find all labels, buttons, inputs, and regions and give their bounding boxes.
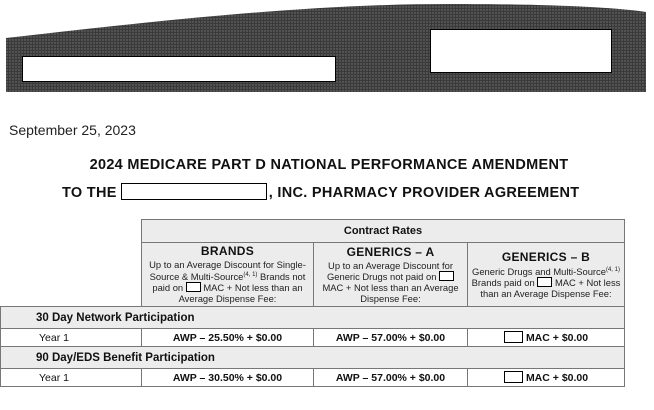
subtitle-suffix: , INC. PHARMACY PROVIDER AGREEMENT bbox=[268, 185, 580, 201]
column-description bbox=[316, 260, 465, 304]
redaction-box bbox=[537, 277, 552, 287]
redaction-box bbox=[22, 56, 336, 82]
column-heading-row bbox=[1, 243, 625, 307]
contract-rates-header: Contract Rates bbox=[142, 220, 625, 243]
redaction-box bbox=[439, 271, 454, 281]
generics-b-cell bbox=[468, 369, 625, 387]
generics-b-column-header bbox=[468, 243, 625, 307]
section-title: 30 Day Network Participation bbox=[1, 307, 625, 329]
desc-text: MAC + Not less than an Average Dispense Fee: bbox=[322, 281, 459, 304]
desc-text: Up to an Average Discount for Single-Source & Multi-Source bbox=[149, 259, 306, 283]
column-description bbox=[470, 265, 622, 299]
generics-b-value: MAC + $0.00 bbox=[525, 372, 589, 385]
brands-value: AWP – 25.50% + $0.00 bbox=[142, 329, 314, 347]
column-description bbox=[144, 259, 311, 304]
desc-text: MAC + Not less than an Average Dispense Fee: bbox=[178, 282, 303, 305]
generics-a-column-header bbox=[314, 243, 468, 307]
document-title: 2024 MEDICARE PART D NATIONAL PERFORMANCE AMENDMENT bbox=[89, 157, 569, 173]
generics-a-value: AWP – 57.00% + $0.00 bbox=[314, 369, 468, 387]
redaction-box bbox=[504, 371, 523, 383]
brands-column-header bbox=[142, 243, 314, 307]
empty-cell bbox=[1, 220, 142, 243]
generics-b-value: MAC + $0.00 bbox=[525, 332, 589, 345]
desc-text: MAC + Not less than an Average Dispense Fee: bbox=[480, 276, 621, 299]
generics-a-value: AWP – 57.00% + $0.00 bbox=[314, 329, 468, 347]
subtitle-prefix: TO THE bbox=[62, 185, 117, 201]
column-title: GENERICS – B bbox=[501, 249, 591, 264]
redaction-box bbox=[430, 29, 612, 73]
column-title: BRANDS bbox=[200, 244, 255, 258]
desc-text: Generic Drugs and Multi-Source bbox=[472, 265, 606, 277]
section-heading-row bbox=[1, 347, 625, 369]
redaction-box bbox=[121, 183, 267, 200]
row-label: Year 1 bbox=[1, 329, 142, 347]
section-heading-row bbox=[1, 307, 625, 329]
letterhead-banner bbox=[0, 0, 654, 100]
contract-rates-table bbox=[0, 219, 625, 387]
column-title: GENERICS – A bbox=[346, 244, 435, 259]
table-header-row bbox=[1, 220, 625, 243]
row-label: Year 1 bbox=[1, 369, 142, 387]
table-row bbox=[1, 369, 625, 387]
generics-b-cell bbox=[468, 329, 625, 347]
desc-text: Up to an Average Discount for Generic Drugs not paid on bbox=[326, 259, 453, 282]
redaction-box bbox=[186, 282, 201, 292]
footnote-ref: (4, 1) bbox=[243, 272, 258, 278]
desc-text: Brands paid on bbox=[471, 276, 535, 288]
empty-cell bbox=[1, 243, 142, 307]
brands-value: AWP – 30.50% + $0.00 bbox=[142, 369, 314, 387]
section-title: 90 Day/EDS Benefit Participation bbox=[1, 347, 625, 369]
table-row bbox=[1, 329, 625, 347]
footnote-ref: (4, 1) bbox=[605, 266, 620, 273]
redaction-box bbox=[504, 331, 523, 343]
desc-text: Brands not paid on bbox=[152, 271, 306, 294]
document-subtitle bbox=[62, 183, 579, 201]
document-date: September 25, 2023 bbox=[9, 122, 136, 138]
